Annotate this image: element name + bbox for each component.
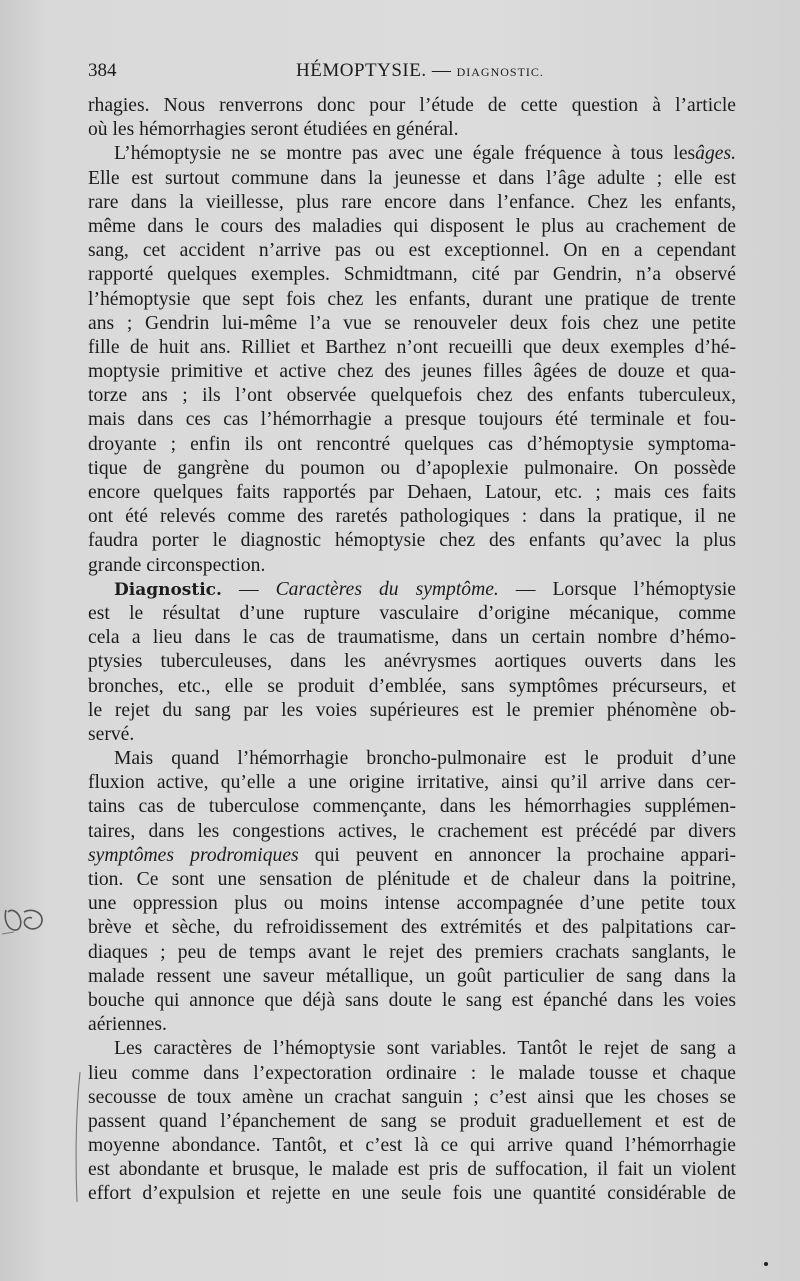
italic-run: âges.	[695, 143, 736, 165]
text-line	[88, 844, 736, 868]
text-line: Elle est surtout commune dans la jeunesse et dans l’âge adulte ; elle est	[88, 167, 736, 189]
text-line: lieu comme dans l’expectoration ordinaire : le malade tousse et chaque	[88, 1062, 736, 1084]
text-line: malade ressent une saveur métallique, un goût particulier de sang dans la	[88, 965, 736, 987]
italic-subheading: Caractères du symptôme.	[275, 578, 499, 600]
text-line: fluxion active, qu’elle a une origine irritative, ainsi qu’il arrive dans cer-	[88, 772, 736, 794]
text-line: mais dans ces cas l’hémorrhagie a presque toujours été terminale et fou-	[88, 409, 736, 431]
body-text	[88, 94, 736, 1207]
text-line: le rejet du sang par les voies supérieures est le premier phénomène ob-	[88, 699, 736, 721]
text-line: servé.	[88, 723, 135, 745]
ink-speck	[764, 1262, 768, 1266]
text-line: même dans le cours des maladies qui disposent le plus au crachement de	[88, 215, 736, 237]
running-title: HÉMOPTYSIE. —	[296, 60, 457, 81]
pencil-mark-icon	[2, 898, 48, 938]
text-line: bronches, etc., elle se produit d’emblée, sans symptômes précurseurs, et	[88, 675, 736, 697]
text-line: torze ans ; ils l’ont observée quelquefois chez des enfants tuberculeux,	[88, 385, 736, 407]
text-line: rapporté quelques exemples. Schmidtmann, cité par Gendrin, n’a observé	[88, 264, 736, 286]
text-run: L’hémoptysie ne se montre pas avec une égale fréquence à tous les	[114, 143, 696, 165]
text-run: qui peuvent en annoncer la prochaine appari-	[298, 844, 737, 866]
text-line: tion. Ce sont une sensation de plénitude et de chaleur dans la poitrine,	[88, 869, 736, 890]
text-line: fille de huit ans. Rilliet et Barthez n’ont recueilli que deux exemples d’hé-	[88, 336, 736, 358]
italic-run: symptômes prodromiques	[88, 844, 299, 866]
text-line: brève et sèche, du refroidissement des extrémités et des palpitations car-	[88, 917, 736, 939]
text-line: tains cas de tuberculose commençante, dans les hémorrhagies supplémen-	[88, 796, 736, 818]
text-line: ptysies tuberculeuses, dans les anévrysmes aortiques ouverts dans les	[88, 651, 736, 673]
text-line: rare dans la vieillesse, plus rare encore dans l’enfance. Chez les enfants,	[88, 191, 736, 213]
text-run: —	[221, 578, 276, 600]
text-line: l’hémoptysie que sept fois chez les enfants, durant une pratique de trente	[88, 288, 736, 310]
text-line: secousse de toux amène un crachat sanguin ; c’est ainsi que les choses se	[88, 1086, 736, 1108]
text-line: droyante ; enfin ils ont rencontré quelques cas d’hémoptysie symptoma-	[88, 433, 736, 455]
text-line: ans ; Gendrin lui-même l’a vue se renouveler deux fois chez une petite	[88, 312, 736, 334]
text-line: rhagies. Nous renverrons donc pour l’étude de cette question à l’article	[88, 95, 736, 116]
running-head	[296, 60, 544, 82]
text-run: — Lorsque l’hémoptysie	[498, 578, 736, 600]
running-section: DIAGNOSTIC.	[456, 65, 544, 79]
text-line: tique de gangrène du poumon ou d’apoplexie pulmonaire. On possède	[88, 457, 736, 479]
text-line: grande circonspection.	[88, 554, 266, 576]
text-line: est le résultat d’une rupture vasculaire d’origine mécanique, comme	[88, 602, 736, 624]
text-line: où les hémorrhagies seront étudiées en général.	[88, 119, 459, 141]
text-line: faudra porter le diagnostic hémoptysie chez des enfants qu’avec la plus	[88, 530, 736, 552]
text-line: ont été relevés comme des raretés pathologiques : dans la pratique, il ne	[88, 506, 736, 528]
text-line: Mais quand l’hémorrhagie broncho-pulmonaire est le produit d’une	[114, 748, 736, 770]
pencil-margin-line-icon	[74, 1072, 82, 1202]
text-line: cela a lieu dans le cas de traumatisme, dans un certain nombre d’hémo-	[88, 627, 736, 649]
text-line: moyenne abondance. Tantôt, et c’est là ce qui arrive quand l’hémorrhagie	[88, 1135, 736, 1157]
page-header	[88, 60, 736, 86]
text-line: taires, dans les congestions actives, le crachement est précédé par divers	[88, 820, 736, 842]
page-number: 384	[88, 60, 117, 81]
text-line: passent quand l’épanchement de sang se produit graduellement et est de	[88, 1110, 736, 1132]
text-line: Les caractères de l’hémoptysie sont variables. Tantôt le rejet de sang a	[114, 1038, 736, 1060]
text-line: effort d’expulsion et rejette en une seule fois une quantité considérable de	[88, 1183, 736, 1205]
text-line: encore quelques faits rapportés par Dehaen, Latour, etc. ; mais ces faits	[88, 482, 736, 503]
text-line: moptysie primitive et active chez des jeunes filles âgées de douze et qua-	[88, 361, 736, 383]
text-line: une oppression plus ou moins intense accompagnée d’une petite toux	[88, 893, 736, 915]
section-heading: Diagnostic.	[114, 579, 222, 600]
text-line: sang, cet accident n’arrive pas ou est exceptionnel. On en a cependant	[88, 240, 736, 262]
text-line: diaques ; peu de temps avant le rejet des premiers crachats sanglants, le	[88, 941, 736, 963]
section-heading-line	[88, 578, 736, 602]
text-line: aériennes.	[88, 1014, 167, 1036]
text-line: est abondante et brusque, le malade est pris de suffocation, il fait un violent	[88, 1159, 736, 1181]
text-line	[88, 142, 736, 166]
text-line: bouche qui annonce que déjà sans doute le sang est épanché dans les voies	[88, 989, 736, 1011]
